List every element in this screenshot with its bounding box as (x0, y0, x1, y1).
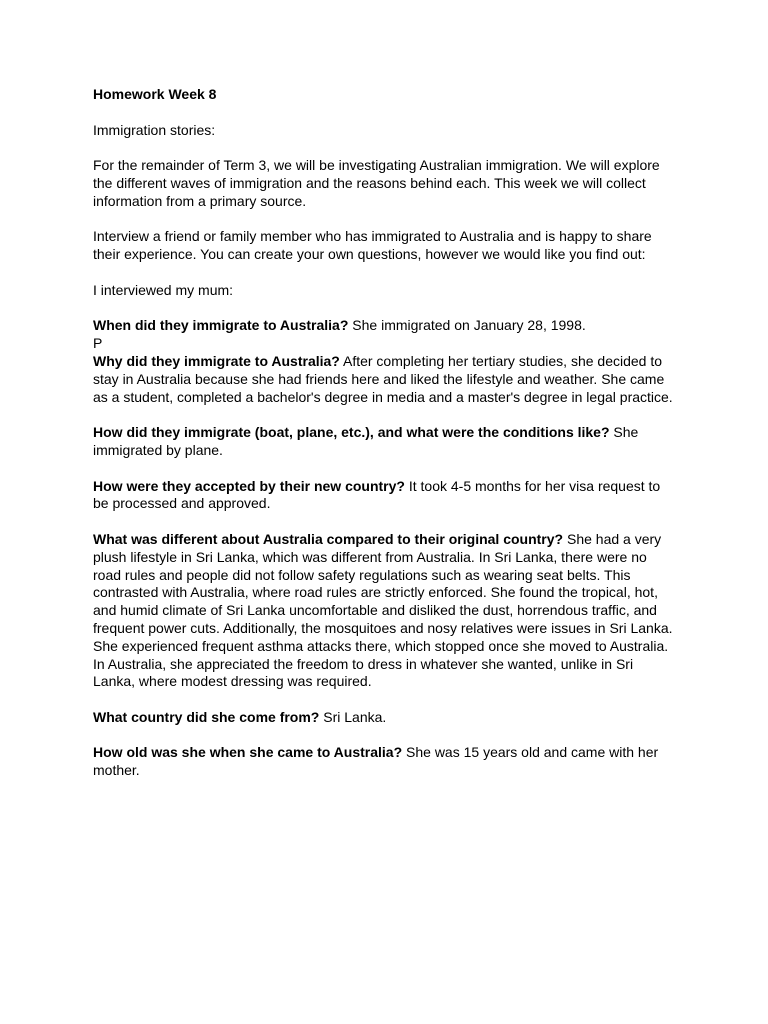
document-title: Homework Week 8 (93, 86, 217, 102)
answer-text: She immigrated by plane. (93, 424, 639, 458)
answer-text: It took 4-5 months for her visa request to be processed and approved. (93, 477, 661, 512)
question-text: How were they accepted by their new country? (93, 477, 405, 494)
question-text: How old was she when she came to Australia? (93, 744, 403, 761)
document-page (93, 86, 675, 798)
qa-item-country (93, 709, 675, 727)
qa-item-reason (93, 353, 675, 406)
answer-text: After completing her tertiary studies, she decided to stay in Australia because she had friends here and liked the lifestyle and weather. She came as a student, completed a bachelor's degree in media and a master's degree in legal practice. (93, 352, 673, 405)
question-text: How did they immigrate (boat, plane, etc.), and what were the conditions like? (93, 424, 610, 441)
intro-paragraph: For the remainder of Term 3, we will be investigating Australian immigration. We will explore the different waves of immigration and the reasons behind each. This week we will collect information from a primary source. (93, 157, 660, 209)
qa-item-acceptance (93, 478, 675, 514)
answer-text: She immigrated on January 28, 1998. (348, 317, 586, 334)
question-text: When did they immigrate to Australia? (93, 317, 349, 334)
answer-text: She was 15 years old and came with her mother. (93, 744, 659, 779)
qa-item-immigration-date (93, 317, 675, 335)
qa-item-differences (93, 531, 675, 691)
instruction-paragraph: Interview a friend or family member who has immigrated to Australia and is happy to share their experience. You can create your own questions, however we would like you find out: (93, 228, 652, 263)
question-text: Why did they immigrate to Australia? (93, 352, 340, 369)
question-text: What country did she come from? (93, 708, 320, 725)
qa-item-method (93, 424, 675, 460)
question-text: What was different about Australia compared to their original country? (93, 530, 564, 547)
answer-text: She had a very plush lifestyle in Sri Lanka, which was different from Australia. In Sri Lanka, there were no road rules and people did not follow safety regulations such as wearing seat belts. This contrasted with Australia, where road rules are strictly enforced. She found the tropical, hot, and humid climate of Sri Lanka uncomfortable and disliked the dust, horrendous traffic, and frequent power cuts. Additionally, the mosquitoes and nosy relatives were issues in Sri Lanka. She experienced frequent asthma attacks there, which stopped once she moved to Australia. In Australia, she appreciated the freedom to dress in whatever she wanted, unlike in Sri Lanka, where modest dressing was required. (93, 530, 673, 690)
qa-item-age (93, 744, 675, 780)
stray-character: P (93, 335, 103, 352)
document-subtitle: Immigration stories: (93, 121, 216, 138)
answer-text: Sri Lanka. (319, 708, 387, 725)
interviewee-line: I interviewed my mum: (93, 281, 234, 298)
